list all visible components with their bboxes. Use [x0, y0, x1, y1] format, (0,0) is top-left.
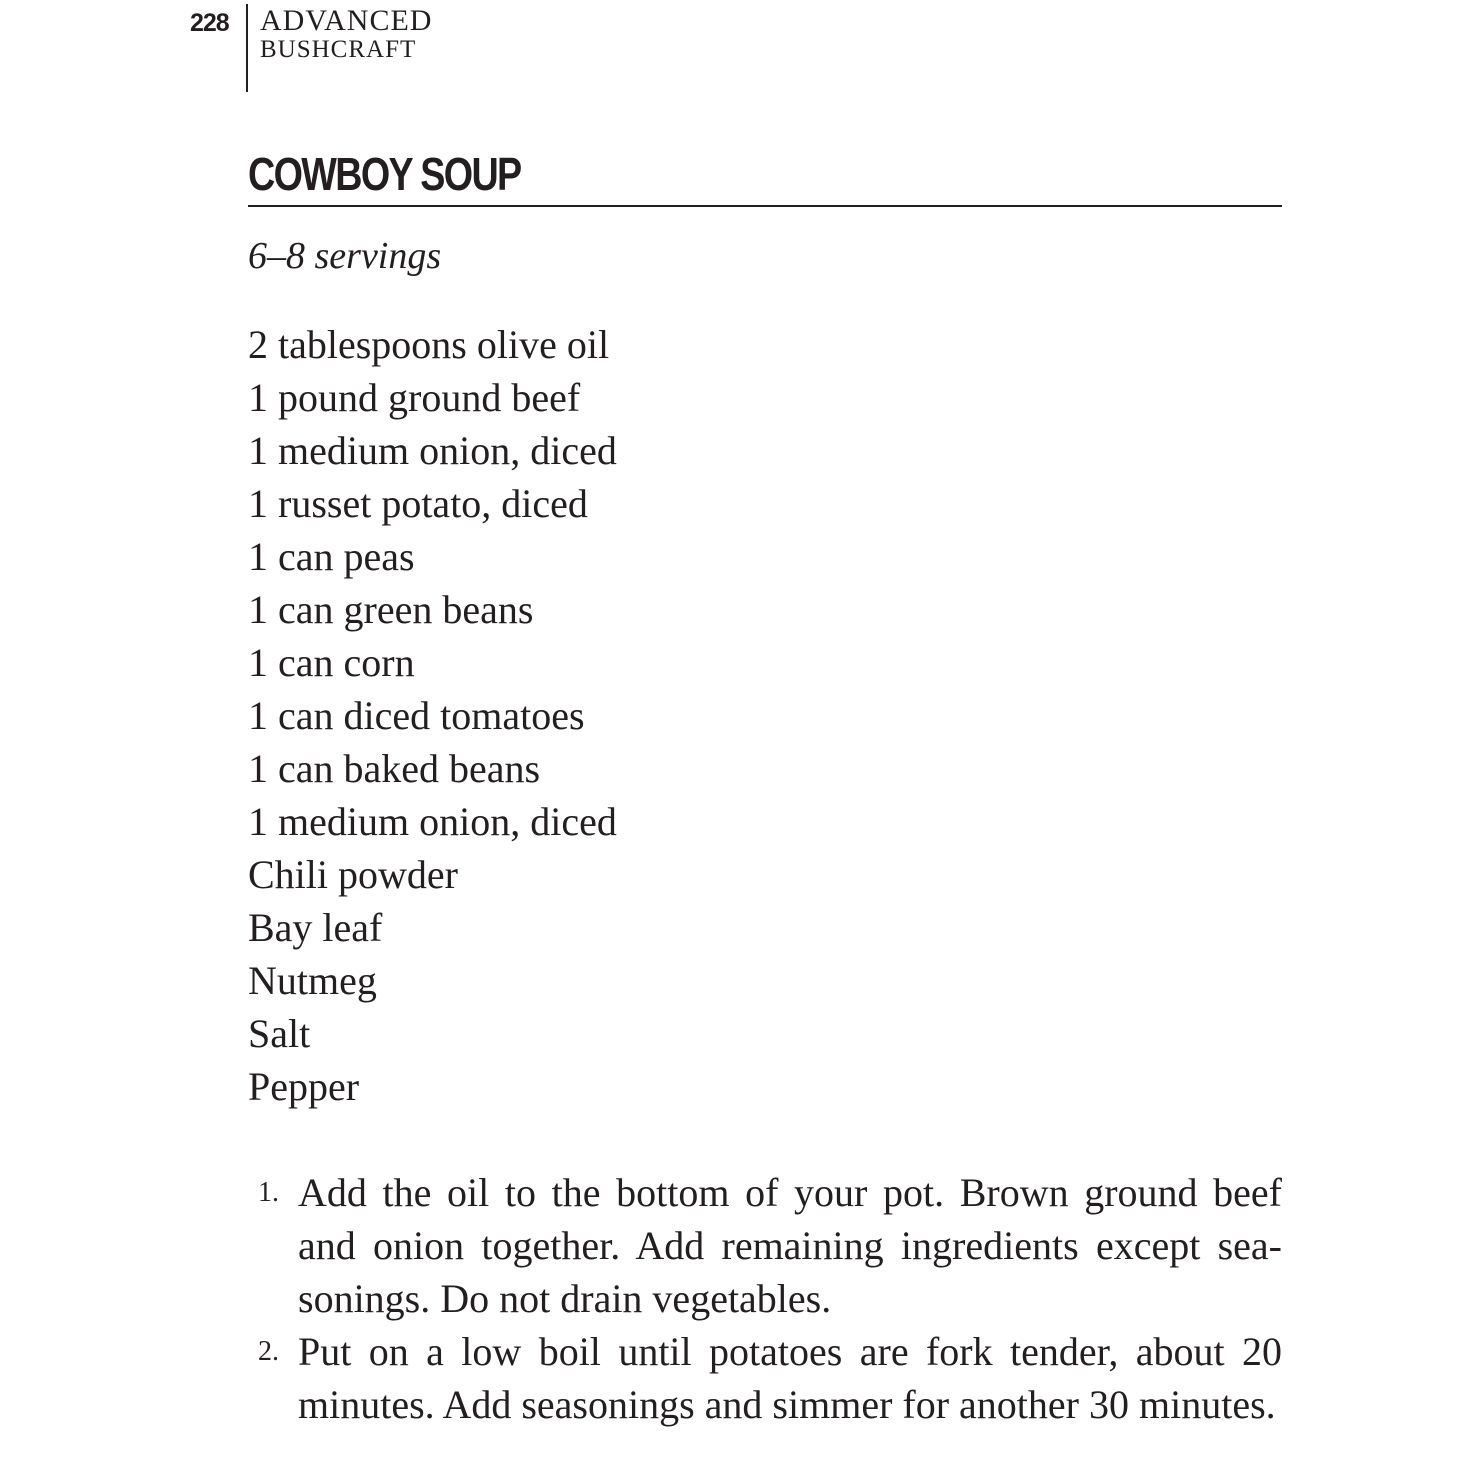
step-number: 2. — [258, 1336, 279, 1367]
ingredient-item: Pepper — [248, 1064, 360, 1109]
ingredient-list — [248, 318, 617, 1113]
ingredient-item: 2 tablespoons olive oil — [248, 322, 610, 367]
servings-yield: 6–8 servings — [248, 235, 442, 277]
ingredient-item: Salt — [248, 1011, 311, 1056]
ingredient-item: 1 russet potato, diced — [248, 481, 588, 526]
page-number: 228 — [190, 9, 229, 37]
ingredient-item: 1 can corn — [248, 640, 415, 685]
step-text: Add the oil to the bottom of your pot. Brown ground beef and onion together. Add remaining ingredients except sea-sonings. Do not drain vegetables. — [298, 1170, 1282, 1321]
recipe-title: COWBOY SOUP — [248, 148, 521, 200]
instruction-step — [258, 1166, 1282, 1325]
running-title — [260, 5, 432, 63]
running-title-line1: ADVANCED — [260, 4, 433, 37]
ingredient-item: Chili powder — [248, 852, 458, 897]
ingredient-item: 1 can baked beans — [248, 746, 541, 791]
instruction-step — [258, 1325, 1282, 1431]
ingredient-item: Nutmeg — [248, 958, 377, 1003]
step-number: 1. — [258, 1177, 279, 1208]
ingredient-item: 1 pound ground beef — [248, 375, 581, 420]
running-title-line2: BUSHCRAFT — [260, 36, 417, 63]
instruction-list — [258, 1166, 1282, 1431]
header-divider — [246, 4, 248, 92]
ingredient-item: 1 can green beans — [248, 587, 534, 632]
ingredient-item: 1 can peas — [248, 534, 415, 579]
ingredient-item: 1 medium onion, diced — [248, 799, 617, 844]
ingredient-item: 1 can diced tomatoes — [248, 693, 585, 738]
step-text: Put on a low boil until potatoes are fork tender, about 20 minutes. Add seasonings and simmer for another 30 minutes. — [298, 1329, 1282, 1427]
title-underline — [248, 205, 1282, 207]
ingredient-item: Bay leaf — [248, 905, 383, 950]
ingredient-item: 1 medium onion, diced — [248, 428, 617, 473]
